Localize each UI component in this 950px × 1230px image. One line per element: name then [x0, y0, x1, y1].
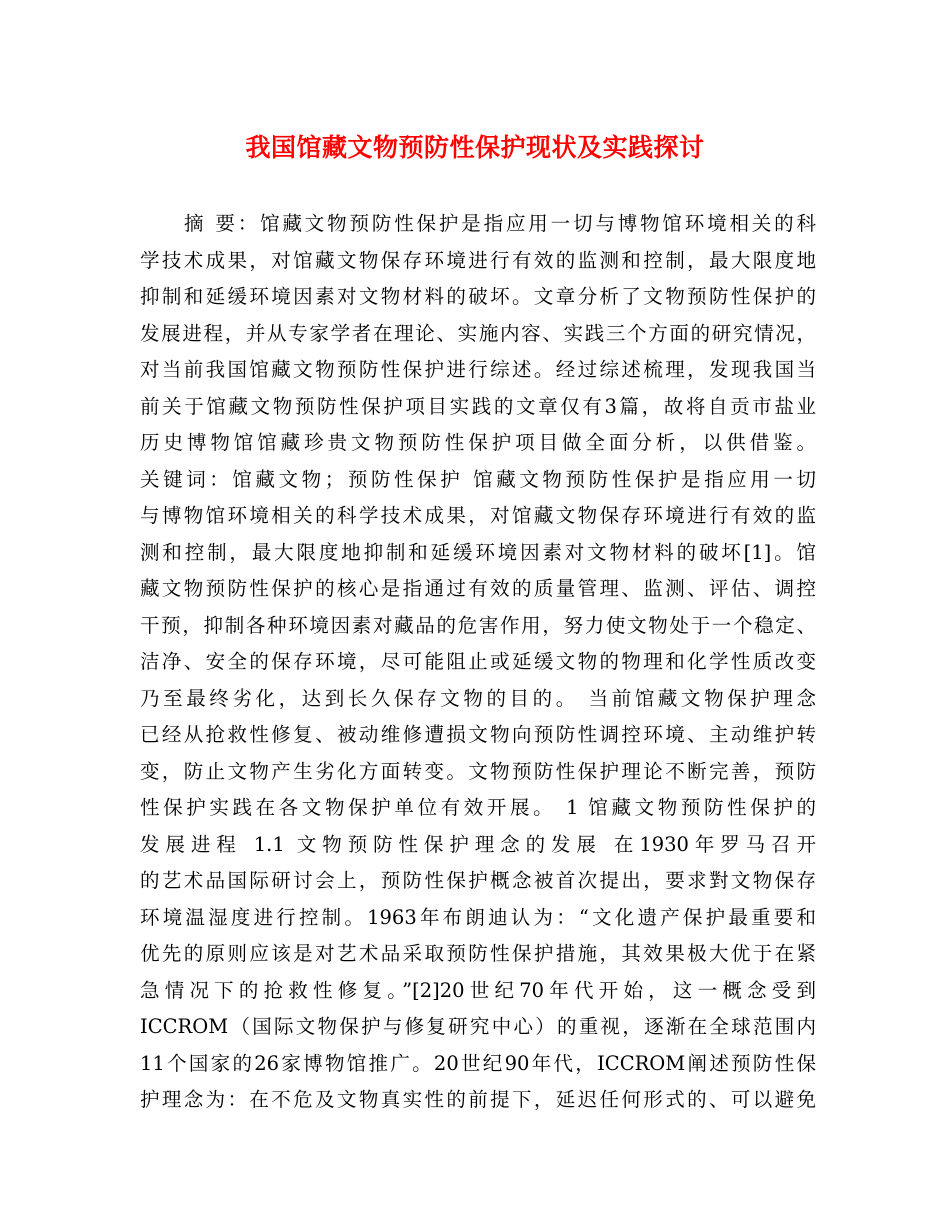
text-line: 急情况下的抢救性修复。”[2]20世纪70年代开始，这一概念受到: [140, 978, 816, 1002]
text-line: 抑制和延缓环境因素对文物材料的破坏。文章分析了文物预防性保护的: [140, 285, 816, 308]
text-line: 已经从抢救性修复、被动维修遭损文物向预防性调控环境、主动维护转: [140, 723, 816, 746]
text-line: 对当前我国馆藏文物预防性保护进行综述。经过综述梳理，发现我国当: [140, 358, 816, 381]
text-line: 11个国家的26家博物馆推广。20世纪90年代，ICCROM阐述预防性保: [140, 1051, 816, 1075]
text-line: 关键词：馆藏文物；预防性保护 馆藏文物预防性保护是指应用一切: [140, 467, 816, 491]
text-line: 护理念为：在不危及文物真实性的前提下，延迟任何形式的、可以避免: [140, 1088, 816, 1111]
text-line: 洁净、安全的保存环境，尽可能阻止或延缓文物的物理和化学性质改变: [140, 650, 816, 673]
text-line: 前关于馆藏文物预防性保护项目实践的文章仅有3篇，故将自贡市盐业: [140, 394, 816, 418]
body-text: [140, 206, 816, 1119]
page-title: 我国馆藏文物预防性保护现状及实践探讨: [245, 133, 705, 162]
text-line: 的艺术品国际研讨会上，预防性保护概念被首次提出，要求對文物保存: [140, 869, 816, 892]
text-line: 发展进程 1.1 文物预防性保护理念的发展 在1930年罗马召开: [140, 832, 816, 856]
text-line: 与博物馆环境相关的科学技术成果，对馆藏文物保存环境进行有效的监: [140, 504, 816, 527]
text-line: 测和控制，最大限度地抑制和延缓环境因素对文物材料的破坏[1]。馆: [140, 540, 816, 564]
text-line: 藏文物预防性保护的核心是指通过有效的质量管理、监测、评估、调控: [140, 577, 816, 600]
text-line: 环境温湿度进行控制。1963年布朗迪认为：“文化遗产保护最重要和: [140, 905, 816, 929]
text-line: 发展进程，并从专家学者在理论、实施内容、实践三个方面的研究情况，: [140, 321, 816, 345]
text-line: 乃至最终劣化，达到长久保存文物的目的。 当前馆藏文物保护理念: [140, 686, 816, 710]
text-line: 摘 要：馆藏文物预防性保护是指应用一切与博物馆环境相关的科: [184, 212, 816, 235]
text-line: 干预，抑制各种环境因素对藏品的危害作用，努力使文物处于一个稳定、: [140, 613, 816, 637]
text-line: 历史博物馆馆藏珍贵文物预防性保护项目做全面分析，以供借鉴。: [140, 431, 816, 454]
text-line: 变，防止文物产生劣化方面转变。文物预防性保护理论不断完善，预防: [140, 759, 816, 783]
text-line: 优先的原则应该是对艺术品采取预防性保护措施，其效果极大优于在紧: [140, 942, 816, 965]
text-line: 性保护实践在各文物保护单位有效开展。 1 馆藏文物预防性保护的: [140, 796, 816, 819]
text-line: 学技术成果，对馆藏文物保存环境进行有效的监测和控制，最大限度地: [140, 248, 816, 272]
text-line: ICCROM（国际文物保护与修复研究中心）的重视，逐渐在全球范围内: [140, 1015, 816, 1038]
